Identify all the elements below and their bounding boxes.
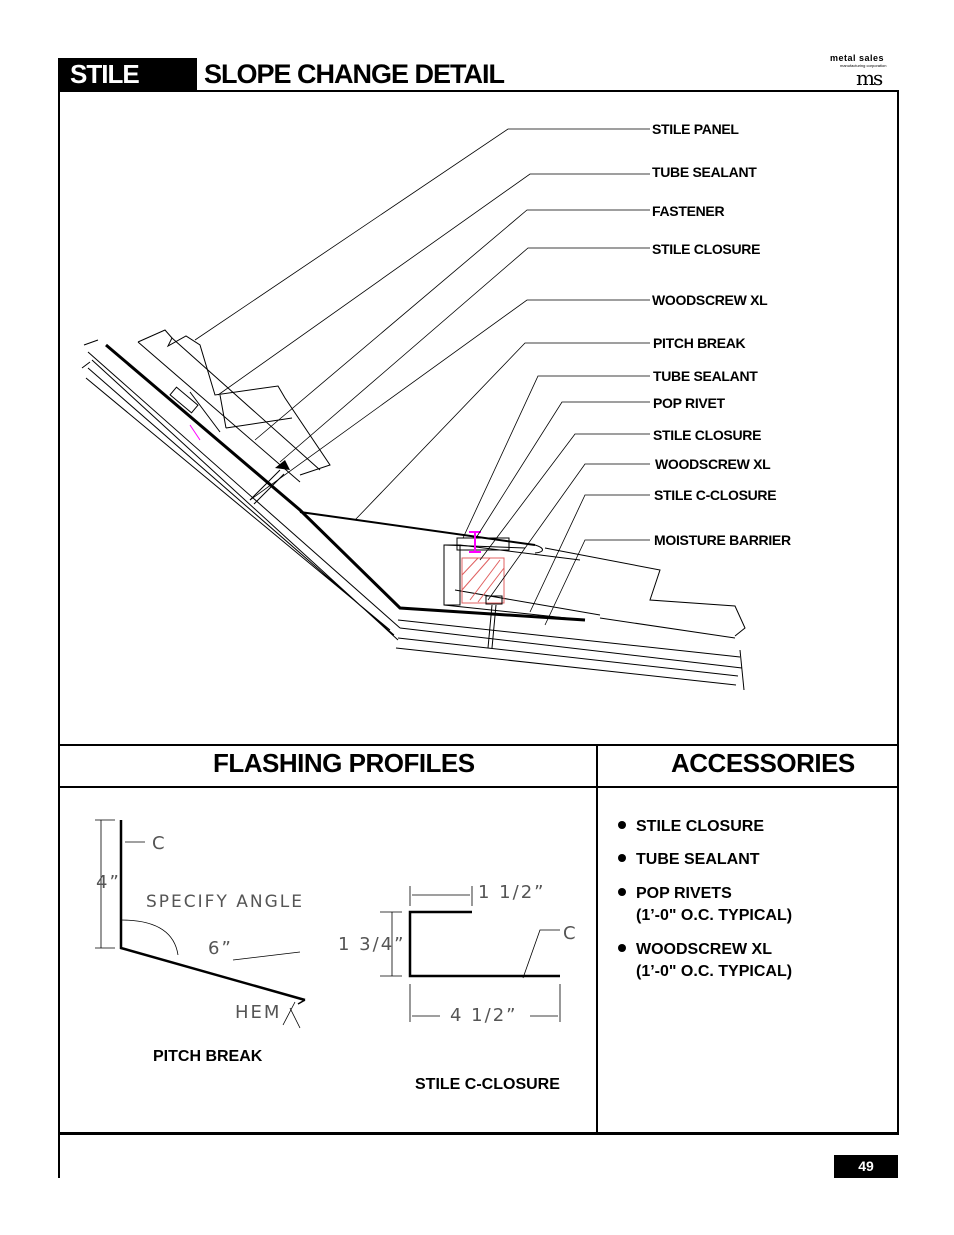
tube-sealant-upper [170,387,198,413]
callout-stile-c-closure: STILE C-CLOSURE [654,487,777,503]
pitch-break-profile [95,820,305,1028]
c-closure-dim-c: C [563,923,578,944]
pitch-break-hem-note: HEM [235,1002,282,1023]
callout-tube-sealant: TUBE SEALANT [652,164,757,180]
pitch-break-caption: PITCH BREAK [153,1048,263,1065]
callout-woodscrew-xl: WOODSCREW XL [652,292,768,308]
bullet-icon [618,944,626,952]
substrate-line [106,345,585,620]
c-closure-dim-bottom: 4 1/2” [450,1005,518,1026]
callout-moisture-barrier: MOISTURE BARRIER [654,532,791,548]
pitch-break-angle-note: SPECIFY ANGLE [146,892,304,912]
callout-stile-closure-lower: STILE CLOSURE [653,427,762,443]
section-tab: STILE [60,58,197,90]
callout-stile-closure: STILE CLOSURE [652,241,761,257]
brand-name: metal sales [830,53,885,63]
accessories-heading: ACCESSORIES [671,748,855,778]
brand-tagline: manufacturing corporation [840,63,887,68]
brand-logo: ms [856,66,882,90]
page-title: SLOPE CHANGE DETAIL [204,59,505,89]
accessory-item: POP RIVETS (1’-0" O.C. TYPICAL) [618,883,792,927]
callout-fastener: FASTENER [652,203,725,219]
accessory-item: TUBE SEALANT [618,849,760,871]
callout-pitch-break: PITCH BREAK [653,335,746,351]
c-closure-profile [380,886,560,1022]
flashing-profiles-heading: FLASHING PROFILES [213,748,475,778]
callout-tube-sealant-lower: TUBE SEALANT [653,368,758,384]
bullet-icon [618,888,626,896]
c-closure-dim-side: 1 3/4” [338,934,406,955]
c-closure-dim-top: 1 1/2” [478,882,546,903]
callout-pop-rivet: POP RIVET [653,395,725,411]
callout-woodscrew-xl-lower: WOODSCREW XL [655,456,771,472]
pitch-break-dim-height: 4” [96,872,121,893]
callout-stile-panel: STILE PANEL [652,121,739,137]
bullet-icon [618,854,626,862]
page-number: 49 [834,1155,898,1178]
accessory-item: WOODSCREW XL (1’-0" O.C. TYPICAL) [618,939,792,983]
c-closure-caption: STILE C-CLOSURE [415,1076,560,1093]
c-closure [444,545,460,605]
pitch-break-dim-c: C [152,833,167,854]
accessory-item: STILE CLOSURE [618,816,764,838]
leader-lines [195,129,650,625]
pitch-break-dim-length: 6” [208,938,233,959]
bullet-icon [618,821,626,829]
lower-deck [396,620,742,685]
upper-deck [86,352,400,640]
